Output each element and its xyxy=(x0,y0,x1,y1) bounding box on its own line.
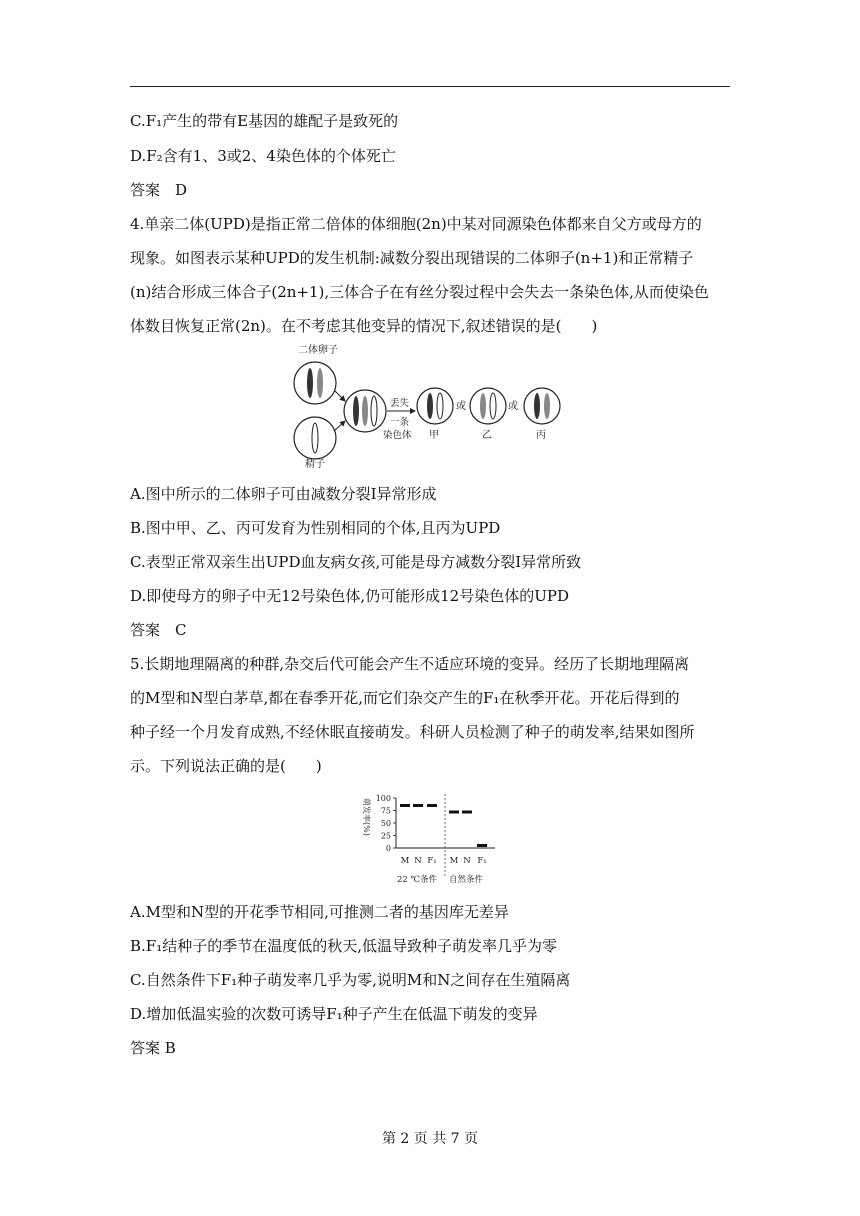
q4-option-c: C.表型正常双亲生出UPD血友病女孩,可能是母方减数分裂Ⅰ异常所致 xyxy=(130,553,582,571)
q3-answer: 答案 D xyxy=(130,181,188,199)
bar-mark xyxy=(449,811,459,814)
cell-yi xyxy=(470,388,506,424)
q5-stem-line: 示。下列说法正确的是( ) xyxy=(130,757,322,775)
x-category-label: F₁ xyxy=(477,856,487,866)
page-footer: 第 2 页 共 7 页 xyxy=(381,1131,479,1147)
arrow-text-3: 染色体 xyxy=(383,430,412,441)
x-category-label: N xyxy=(463,856,471,866)
q5-option-d: D.增加低温实验的次数可诱导F₁种子产生在低温下萌发的变异 xyxy=(130,1005,538,1023)
y-tick-label: 75 xyxy=(380,806,391,816)
chart-ylabel: 萌发率(%) xyxy=(362,798,371,836)
bar-mark xyxy=(427,804,437,807)
cell-bing-label: 丙 xyxy=(536,430,546,441)
cell-bing xyxy=(524,388,560,424)
q4-option-a: A.图中所示的二体卵子可由减数分裂Ⅰ异常形成 xyxy=(130,485,437,503)
bar-mark xyxy=(400,804,410,807)
q3-option-d: D.F₂含有1、3或2、4染色体的个体死亡 xyxy=(130,147,396,165)
trisomy-zygote xyxy=(344,390,386,432)
q4-answer: 答案 C xyxy=(130,621,187,639)
x-category-label: N xyxy=(414,856,422,866)
arrow-text-1: 丢失 xyxy=(390,398,410,409)
x-category-label: M xyxy=(400,856,410,866)
q4-stem-line: 现象。如图表示某种UPD的发生机制:减数分裂出现错误的二体卵子(n+1)和正常精子 xyxy=(130,249,694,267)
bar-mark xyxy=(413,804,423,807)
q5-stem-line: 的M型和N型白茅草,都在春季开花,而它们杂交产生的F₁在秋季开花。开花后得到的 xyxy=(130,689,680,707)
sperm-cell xyxy=(294,417,336,459)
x-category-label: M xyxy=(449,856,459,866)
or-label-2: 或 xyxy=(508,401,518,412)
sperm-label: 精子 xyxy=(305,459,325,470)
y-tick-label: 25 xyxy=(380,831,391,841)
bar-mark xyxy=(462,811,472,814)
q4-stem-line: 体数目恢复正常(2n)。在不考虑其他变异的情况下,叙述错误的是( ) xyxy=(130,317,598,335)
y-tick-label: 100 xyxy=(375,794,391,803)
arrow-sperm xyxy=(334,421,345,431)
q4-stem-line: (n)结合形成三体合子(2n+1),三体合子在有丝分裂过程中会失去一条染色体,从而使染色 xyxy=(130,283,709,301)
upd-mechanism-figure xyxy=(290,338,570,470)
q5-stem-line: 种子经一个月发育成熟,不经休眠直接萌发。科研人员检测了种子的萌发率,结果如图所 xyxy=(130,723,695,741)
q5-stem-line: 5.长期地理隔离的种群,杂交后代可能会产生不适应环境的变异。经历了长期地理隔离 xyxy=(130,655,690,673)
egg-cell xyxy=(294,362,336,404)
y-tick-label: 0 xyxy=(385,844,391,853)
q5-answer: 答案 B xyxy=(130,1039,176,1057)
q4-option-b: B.图中甲、乙、丙可发育为性别相同的个体,且丙为UPD xyxy=(130,519,501,537)
q5-option-b: B.F₁结种子的季节在温度低的秋天,低温导致种子萌发率几乎为零 xyxy=(130,937,557,955)
group-label-22c: 22 ℃条件 xyxy=(397,875,438,885)
q3-option-c: C.F₁产生的带有E基因的雄配子是致死的 xyxy=(130,112,399,130)
egg-label: 二体卵子 xyxy=(298,345,338,356)
or-label-1: 或 xyxy=(456,401,466,412)
cell-jia xyxy=(417,388,453,424)
group-label-natural: 自然条件 xyxy=(449,875,484,885)
x-category-label: F₁ xyxy=(427,856,437,866)
bar-mark xyxy=(477,844,487,847)
q4-option-d: D.即使母方的卵子中无12号染色体,仍可能形成12号染色体的UPD xyxy=(130,587,569,605)
arrow-text-2: 一条 xyxy=(390,417,410,428)
q4-stem-line: 4.单亲二体(UPD)是指正常二倍体的体细胞(2n)中某对同源染色体都来自父方或母方的 xyxy=(130,215,702,233)
arrow-egg xyxy=(334,390,345,401)
cell-jia-label: 甲 xyxy=(429,430,439,441)
header-rule xyxy=(130,86,730,87)
germination-rate-chart xyxy=(355,788,505,888)
q5-option-a: A.M型和N型的开花季节相同,可推测二者的基因库无差异 xyxy=(130,903,509,921)
cell-yi-label: 乙 xyxy=(482,430,492,441)
y-tick-label: 50 xyxy=(380,819,391,828)
q5-option-c: C.自然条件下F₁种子萌发率几乎为零,说明M和N之间存在生殖隔离 xyxy=(130,971,571,989)
